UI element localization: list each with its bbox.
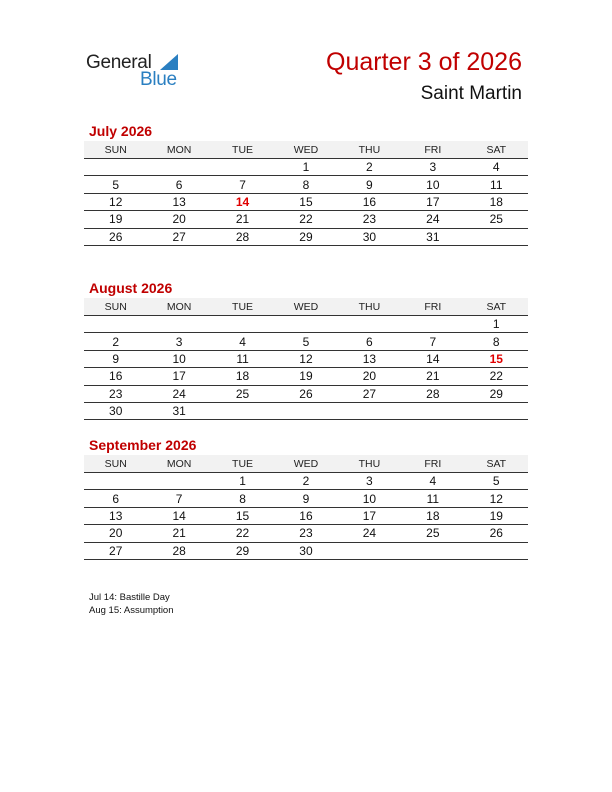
day-cell: 18 bbox=[465, 193, 528, 210]
weekday-header: SUN bbox=[84, 298, 147, 316]
holiday-notes bbox=[89, 591, 174, 617]
day-cell: 24 bbox=[147, 385, 210, 402]
day-cell: 1 bbox=[465, 316, 528, 333]
day-cell: 17 bbox=[338, 507, 401, 524]
weekday-header: THU bbox=[338, 141, 401, 159]
day-cell: 4 bbox=[465, 159, 528, 176]
day-cell: 25 bbox=[465, 211, 528, 228]
holiday-note: Jul 14: Bastille Day bbox=[89, 592, 170, 603]
weekday-header: SUN bbox=[84, 141, 147, 159]
weekday-header: MON bbox=[147, 141, 210, 159]
day-cell: 20 bbox=[147, 211, 210, 228]
day-cell: 4 bbox=[401, 473, 464, 490]
day-cell: 10 bbox=[401, 176, 464, 193]
week-row bbox=[84, 368, 528, 385]
day-cell: 16 bbox=[84, 368, 147, 385]
day-cell: 27 bbox=[338, 385, 401, 402]
weekday-header: SAT bbox=[465, 298, 528, 316]
day-cell: 16 bbox=[338, 193, 401, 210]
day-cell: 21 bbox=[401, 368, 464, 385]
day-cell: 30 bbox=[274, 542, 337, 559]
empty-day-cell bbox=[401, 402, 464, 419]
day-cell: 3 bbox=[338, 473, 401, 490]
day-cell: 23 bbox=[84, 385, 147, 402]
week-row bbox=[84, 176, 528, 193]
day-cell: 24 bbox=[338, 525, 401, 542]
day-cell: 28 bbox=[211, 228, 274, 245]
day-cell: 11 bbox=[401, 490, 464, 507]
day-cell: 22 bbox=[274, 211, 337, 228]
empty-day-cell bbox=[465, 228, 528, 245]
empty-day-cell bbox=[84, 473, 147, 490]
weekday-header: SUN bbox=[84, 455, 147, 473]
weekday-header: WED bbox=[274, 141, 337, 159]
day-cell: 15 bbox=[211, 507, 274, 524]
week-row bbox=[84, 402, 528, 419]
day-cell: 13 bbox=[84, 507, 147, 524]
week-row bbox=[84, 316, 528, 333]
empty-day-cell bbox=[147, 159, 210, 176]
day-cell: 29 bbox=[274, 228, 337, 245]
day-cell: 21 bbox=[147, 525, 210, 542]
empty-day-cell bbox=[274, 402, 337, 419]
day-cell: 10 bbox=[147, 350, 210, 367]
day-cell: 29 bbox=[211, 542, 274, 559]
day-cell: 5 bbox=[465, 473, 528, 490]
day-cell: 5 bbox=[274, 333, 337, 350]
day-cell: 26 bbox=[465, 525, 528, 542]
day-cell: 11 bbox=[465, 176, 528, 193]
day-cell: 26 bbox=[84, 228, 147, 245]
day-cell: 1 bbox=[211, 473, 274, 490]
day-cell: 27 bbox=[147, 228, 210, 245]
day-cell: 2 bbox=[84, 333, 147, 350]
week-row bbox=[84, 542, 528, 559]
day-cell: 9 bbox=[338, 176, 401, 193]
day-cell: 25 bbox=[211, 385, 274, 402]
day-cell: 2 bbox=[338, 159, 401, 176]
day-cell: 14 bbox=[147, 507, 210, 524]
day-cell: 1 bbox=[274, 159, 337, 176]
weekday-header: TUE bbox=[211, 141, 274, 159]
day-cell: 15 bbox=[465, 350, 528, 367]
weekday-header: MON bbox=[147, 455, 210, 473]
day-cell: 7 bbox=[147, 490, 210, 507]
empty-day-cell bbox=[401, 542, 464, 559]
page-subtitle: Saint Martin bbox=[420, 83, 522, 104]
week-row bbox=[84, 228, 528, 245]
day-cell: 19 bbox=[84, 211, 147, 228]
day-cell: 19 bbox=[274, 368, 337, 385]
empty-day-cell bbox=[211, 316, 274, 333]
month-july bbox=[84, 123, 528, 246]
day-cell: 8 bbox=[274, 176, 337, 193]
day-cell: 3 bbox=[147, 333, 210, 350]
empty-day-cell bbox=[465, 402, 528, 419]
day-cell: 13 bbox=[147, 193, 210, 210]
day-cell: 17 bbox=[401, 193, 464, 210]
weekday-header: THU bbox=[338, 298, 401, 316]
day-cell: 23 bbox=[274, 525, 337, 542]
week-row bbox=[84, 333, 528, 350]
month-calendar-table bbox=[84, 141, 528, 246]
day-cell: 17 bbox=[147, 368, 210, 385]
weekday-header: SAT bbox=[465, 455, 528, 473]
month-august bbox=[84, 280, 528, 420]
day-cell: 31 bbox=[401, 228, 464, 245]
day-cell: 14 bbox=[211, 193, 274, 210]
empty-day-cell bbox=[147, 316, 210, 333]
empty-day-cell bbox=[211, 159, 274, 176]
month-september bbox=[84, 437, 528, 560]
week-row bbox=[84, 525, 528, 542]
day-cell: 6 bbox=[84, 490, 147, 507]
day-cell: 9 bbox=[274, 490, 337, 507]
day-cell: 21 bbox=[211, 211, 274, 228]
day-cell: 15 bbox=[274, 193, 337, 210]
day-cell: 3 bbox=[401, 159, 464, 176]
day-cell: 22 bbox=[465, 368, 528, 385]
weekday-header: TUE bbox=[211, 298, 274, 316]
month-name: September 2026 bbox=[89, 437, 197, 453]
logo-general-text: General bbox=[86, 52, 152, 73]
day-cell: 25 bbox=[401, 525, 464, 542]
page-title: Quarter 3 of 2026 bbox=[326, 48, 522, 76]
weekday-header: FRI bbox=[401, 298, 464, 316]
empty-day-cell bbox=[147, 473, 210, 490]
day-cell: 30 bbox=[338, 228, 401, 245]
weekday-header: FRI bbox=[401, 455, 464, 473]
weekday-header: SAT bbox=[465, 141, 528, 159]
week-row bbox=[84, 350, 528, 367]
day-cell: 26 bbox=[274, 385, 337, 402]
weekday-header: MON bbox=[147, 298, 210, 316]
day-cell: 2 bbox=[274, 473, 337, 490]
day-cell: 4 bbox=[211, 333, 274, 350]
day-cell: 16 bbox=[274, 507, 337, 524]
weekday-header: WED bbox=[274, 455, 337, 473]
empty-day-cell bbox=[401, 316, 464, 333]
weekday-header: WED bbox=[274, 298, 337, 316]
day-cell: 24 bbox=[401, 211, 464, 228]
holiday-note: Aug 15: Assumption bbox=[89, 605, 174, 616]
day-cell: 19 bbox=[465, 507, 528, 524]
day-cell: 30 bbox=[84, 402, 147, 419]
day-cell: 23 bbox=[338, 211, 401, 228]
day-cell: 6 bbox=[147, 176, 210, 193]
day-cell: 14 bbox=[401, 350, 464, 367]
empty-day-cell bbox=[84, 159, 147, 176]
weekday-header: TUE bbox=[211, 455, 274, 473]
empty-day-cell bbox=[338, 402, 401, 419]
week-row bbox=[84, 385, 528, 402]
empty-day-cell bbox=[211, 402, 274, 419]
week-row bbox=[84, 507, 528, 524]
day-cell: 22 bbox=[211, 525, 274, 542]
day-cell: 28 bbox=[401, 385, 464, 402]
month-calendar-table bbox=[84, 298, 528, 420]
day-cell: 20 bbox=[338, 368, 401, 385]
empty-day-cell bbox=[338, 542, 401, 559]
day-cell: 10 bbox=[338, 490, 401, 507]
day-cell: 8 bbox=[211, 490, 274, 507]
day-cell: 18 bbox=[401, 507, 464, 524]
empty-day-cell bbox=[84, 316, 147, 333]
day-cell: 11 bbox=[211, 350, 274, 367]
day-cell: 27 bbox=[84, 542, 147, 559]
day-cell: 29 bbox=[465, 385, 528, 402]
month-calendar-table bbox=[84, 455, 528, 560]
week-row bbox=[84, 211, 528, 228]
logo-blue-text: Blue bbox=[140, 69, 177, 90]
month-name: August 2026 bbox=[89, 280, 173, 296]
empty-day-cell bbox=[465, 542, 528, 559]
empty-day-cell bbox=[338, 316, 401, 333]
day-cell: 6 bbox=[338, 333, 401, 350]
day-cell: 9 bbox=[84, 350, 147, 367]
day-cell: 20 bbox=[84, 525, 147, 542]
day-cell: 18 bbox=[211, 368, 274, 385]
empty-day-cell bbox=[274, 316, 337, 333]
generalblue-logo bbox=[86, 52, 196, 92]
week-row bbox=[84, 473, 528, 490]
day-cell: 8 bbox=[465, 333, 528, 350]
day-cell: 5 bbox=[84, 176, 147, 193]
month-name: July 2026 bbox=[89, 123, 153, 139]
weekday-header: THU bbox=[338, 455, 401, 473]
week-row bbox=[84, 490, 528, 507]
logo-triangle-icon bbox=[160, 54, 178, 70]
day-cell: 7 bbox=[401, 333, 464, 350]
weekday-header: FRI bbox=[401, 141, 464, 159]
week-row bbox=[84, 159, 528, 176]
day-cell: 13 bbox=[338, 350, 401, 367]
day-cell: 12 bbox=[465, 490, 528, 507]
day-cell: 28 bbox=[147, 542, 210, 559]
day-cell: 12 bbox=[274, 350, 337, 367]
day-cell: 12 bbox=[84, 193, 147, 210]
week-row bbox=[84, 193, 528, 210]
day-cell: 31 bbox=[147, 402, 210, 419]
day-cell: 7 bbox=[211, 176, 274, 193]
